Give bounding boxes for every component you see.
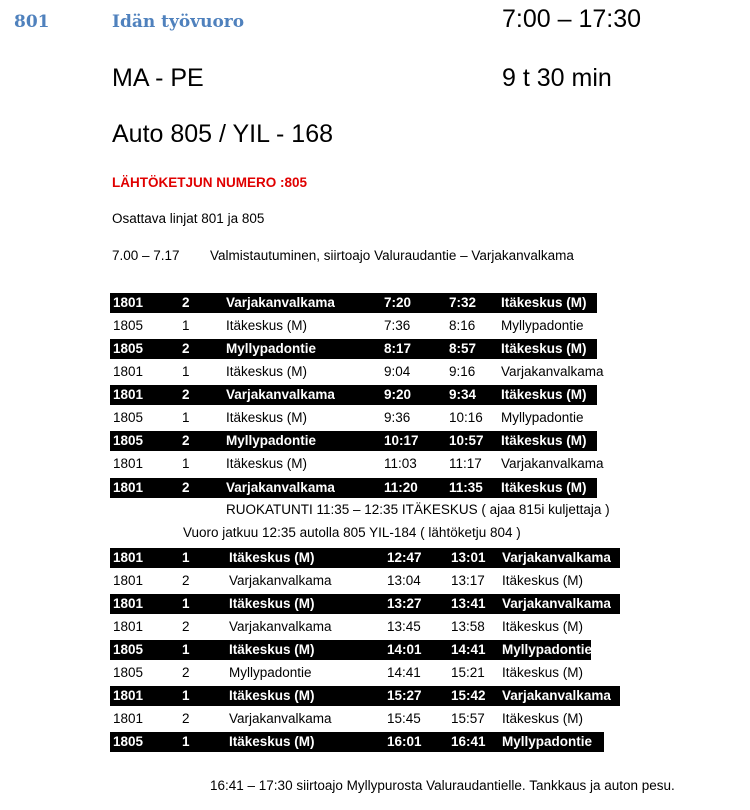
- trip-row: [110, 709, 620, 729]
- shift-end-note: 16:41 – 17:30 siirtoajo Myllypurosta Valuraudantielle. Tankkaus ja auton pesu.: [210, 778, 675, 793]
- prep-time: 7.00 – 7.17: [112, 248, 180, 263]
- trip-line: 1805: [113, 341, 144, 356]
- trip-row: [110, 316, 630, 336]
- trip-to: Varjakanvalkama: [502, 596, 611, 611]
- trip-arrival: 7:32: [449, 295, 477, 310]
- trip-departure: 7:36: [384, 318, 411, 333]
- trip-departure: 14:41: [387, 665, 421, 680]
- shift-continue-note: Vuoro jatkuu 12:35 autolla 805 YIL-184 ( lähtöketju 804 ): [183, 525, 521, 540]
- trip-to: Itäkeskus (M): [501, 341, 587, 356]
- trip-arrival: 10:16: [449, 410, 483, 425]
- trip-line: 1801: [113, 456, 144, 471]
- trip-line: 1801: [113, 480, 144, 495]
- trip-to: Varjakanvalkama: [501, 456, 604, 471]
- trip-arrival: 9:34: [449, 387, 477, 402]
- trip-arrival: 15:57: [451, 711, 485, 726]
- trip-row: [110, 293, 597, 313]
- trip-row: [110, 454, 630, 474]
- trip-to: Myllypadontie: [502, 642, 593, 657]
- trip-from: Varjakanvalkama: [226, 387, 335, 402]
- trip-departure: 9:36: [384, 410, 411, 425]
- trip-departure: 13:45: [387, 619, 421, 634]
- trip-row: [110, 339, 597, 359]
- trip-to: Myllypadontie: [501, 318, 584, 333]
- trip-arrival: 15:42: [451, 688, 486, 703]
- trip-direction: 2: [182, 573, 190, 588]
- trip-direction: 2: [182, 619, 190, 634]
- chain-number-label: LÄHTÖKETJUN NUMERO :805: [112, 175, 308, 190]
- trip-departure: 13:04: [387, 573, 421, 588]
- trip-arrival: 8:16: [449, 318, 476, 333]
- trip-from: Varjakanvalkama: [229, 619, 332, 634]
- trip-line: 1805: [113, 642, 144, 657]
- trip-departure: 15:45: [387, 711, 421, 726]
- trip-direction: 2: [182, 711, 190, 726]
- trip-direction: 2: [182, 665, 190, 680]
- trip-line: 1801: [113, 711, 144, 726]
- trip-arrival: 10:57: [449, 433, 484, 448]
- trip-arrival: 13:01: [451, 550, 486, 565]
- trip-line: 1801: [113, 295, 144, 310]
- trip-to: Varjakanvalkama: [502, 550, 611, 565]
- trip-to: Itäkeskus (M): [501, 433, 587, 448]
- trip-arrival: 13:58: [451, 619, 485, 634]
- trip-row: [110, 594, 620, 614]
- trip-arrival: 16:41: [451, 734, 486, 749]
- trip-departure: 16:01: [387, 734, 422, 749]
- trip-line: 1805: [113, 665, 144, 680]
- shift-days: MA - PE: [112, 64, 204, 92]
- trip-to: Varjakanvalkama: [501, 364, 604, 379]
- trip-to: Itäkeskus (M): [501, 295, 587, 310]
- trip-departure: 11:03: [384, 456, 417, 471]
- trip-arrival: 11:17: [449, 456, 482, 471]
- trip-row: [110, 431, 597, 451]
- prep-text: Valmistautuminen, siirtoajo Valuraudantie – Varjakanvalkama: [210, 248, 574, 263]
- trip-line: 1805: [113, 410, 144, 425]
- trip-direction: 1: [182, 550, 190, 565]
- trip-direction: 1: [182, 688, 190, 703]
- trip-from: Varjakanvalkama: [226, 295, 335, 310]
- trip-from: Itäkeskus (M): [229, 550, 315, 565]
- trip-arrival: 14:41: [451, 642, 486, 657]
- trip-arrival: 8:57: [449, 341, 477, 356]
- trip-line: 1801: [113, 596, 144, 611]
- trip-to: Myllypadontie: [501, 410, 584, 425]
- trip-departure: 15:27: [387, 688, 422, 703]
- trip-to: Itäkeskus (M): [502, 573, 584, 588]
- trip-row: [110, 362, 630, 382]
- trip-to: Itäkeskus (M): [502, 619, 584, 634]
- trip-row: [110, 732, 604, 752]
- trip-row: [110, 385, 597, 405]
- trip-arrival: 11:35: [449, 480, 483, 495]
- lines-note: Osattava linjat 801 ja 805: [112, 211, 265, 226]
- trip-direction: 1: [182, 364, 190, 379]
- shift-duration: 9 t 30 min: [502, 64, 612, 92]
- trip-to: Itäkeskus (M): [502, 711, 584, 726]
- trip-arrival: 13:41: [451, 596, 486, 611]
- trip-line: 1805: [113, 433, 144, 448]
- trip-direction: 1: [182, 596, 190, 611]
- trip-row: [110, 686, 620, 706]
- vehicle-label: Auto 805 / YIL - 168: [112, 120, 333, 148]
- trip-arrival: 13:17: [451, 573, 485, 588]
- trip-departure: 7:20: [384, 295, 412, 310]
- trip-line: 1801: [113, 550, 144, 565]
- trip-from: Itäkeskus (M): [226, 410, 308, 425]
- trip-from: Itäkeskus (M): [229, 642, 315, 657]
- trip-to: Itäkeskus (M): [502, 665, 584, 680]
- trip-from: Itäkeskus (M): [226, 364, 308, 379]
- trip-departure: 14:01: [387, 642, 422, 657]
- trip-from: Itäkeskus (M): [226, 318, 308, 333]
- trip-row: [110, 617, 620, 637]
- trip-departure: 11:20: [384, 480, 418, 495]
- trip-departure: 12:47: [387, 550, 422, 565]
- trip-direction: 2: [182, 387, 190, 402]
- trip-departure: 8:17: [384, 341, 412, 356]
- trip-direction: 1: [182, 410, 190, 425]
- trip-arrival: 9:16: [449, 364, 476, 379]
- trip-row: [110, 571, 620, 591]
- trip-to: Varjakanvalkama: [502, 688, 611, 703]
- trip-direction: 1: [182, 642, 190, 657]
- trip-line: 1801: [113, 573, 144, 588]
- trip-departure: 13:27: [387, 596, 422, 611]
- trip-departure: 9:20: [384, 387, 412, 402]
- trip-departure: 10:17: [384, 433, 419, 448]
- trip-from: Itäkeskus (M): [229, 734, 315, 749]
- trip-direction: 1: [182, 734, 190, 749]
- trip-row: [110, 663, 620, 683]
- lunch-break-note: RUOKATUNTI 11:35 – 12:35 ITÄKESKUS ( ajaa 815i kuljettaja ): [226, 502, 610, 517]
- trip-to: Itäkeskus (M): [501, 480, 587, 495]
- trip-row: [110, 478, 597, 498]
- trip-from: Varjakanvalkama: [229, 711, 332, 726]
- trip-from: Varjakanvalkama: [226, 480, 335, 495]
- trip-line: 1801: [113, 364, 144, 379]
- trip-from: Itäkeskus (M): [229, 596, 315, 611]
- trip-row: [110, 640, 591, 660]
- trip-from: Itäkeskus (M): [226, 456, 308, 471]
- trip-line: 1805: [113, 318, 144, 333]
- trip-line: 1801: [113, 688, 144, 703]
- trip-from: Varjakanvalkama: [229, 573, 332, 588]
- trip-departure: 9:04: [384, 364, 411, 379]
- trip-row: [110, 408, 630, 428]
- trip-line: 1801: [113, 387, 144, 402]
- shift-name: Idän työvuoro: [112, 12, 245, 32]
- trip-direction: 2: [182, 433, 190, 448]
- trip-direction: 2: [182, 480, 190, 495]
- shift-number: 801: [14, 12, 50, 32]
- trip-line: 1801: [113, 619, 144, 634]
- trip-to: Itäkeskus (M): [501, 387, 587, 402]
- trip-to: Myllypadontie: [502, 734, 593, 749]
- trip-direction: 1: [182, 318, 190, 333]
- trip-direction: 1: [182, 456, 190, 471]
- trip-from: Myllypadontie: [229, 665, 312, 680]
- trip-row: [110, 548, 620, 568]
- trip-from: Myllypadontie: [226, 433, 317, 448]
- trip-direction: 2: [182, 341, 190, 356]
- trip-from: Itäkeskus (M): [229, 688, 315, 703]
- trip-direction: 2: [182, 295, 190, 310]
- trip-arrival: 15:21: [451, 665, 485, 680]
- shift-time-range: 7:00 – 17:30: [502, 5, 642, 33]
- trip-line: 1805: [113, 734, 144, 749]
- trip-from: Myllypadontie: [226, 341, 317, 356]
